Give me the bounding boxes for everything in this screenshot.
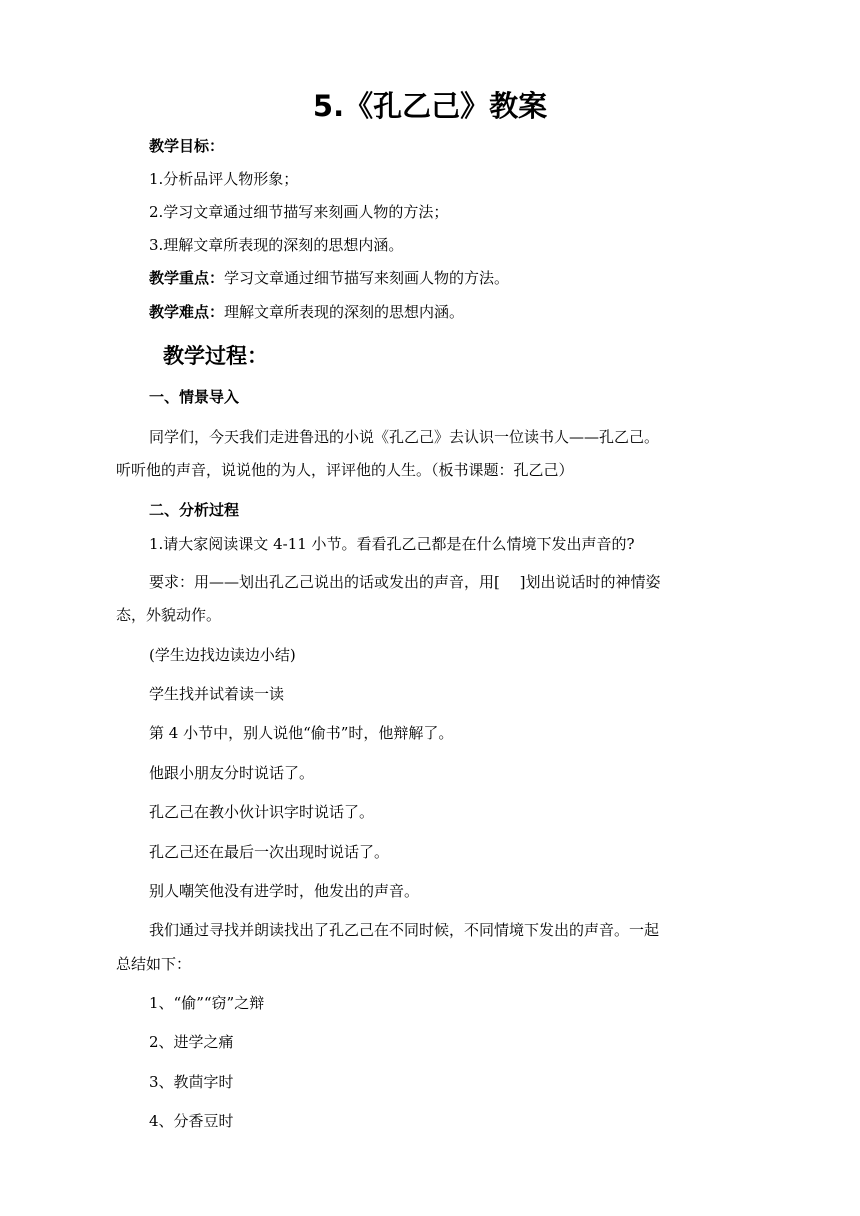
key-point-label: 教学重点： xyxy=(149,269,225,287)
section2-line: 他跟小朋友分时说话了。 xyxy=(149,764,315,782)
section1-paragraph-line1: 同学们，今天我们走进鲁迅的小说《孔乙己》去认识一位读书人——孔乙己。 xyxy=(149,428,660,446)
section2-line: 1.请大家阅读课文 4-11 小节。看看孔乙己都是在什么情境下发出声音的? xyxy=(149,535,635,553)
summary-item-2: 2、进学之痛 xyxy=(149,1033,234,1051)
section2-line: 第 4 小节中，别人说他“偷书”时，他辩解了。 xyxy=(149,724,454,742)
process-heading: 教学过程： xyxy=(163,343,268,368)
difficulty-text: 理解文章所表现的深刻的思想内涵。 xyxy=(224,303,465,321)
section2-line: 态，外貌动作。 xyxy=(116,606,222,624)
section1-paragraph-line2: 听听他的声音，说说他的为人，评评他的人生。（板书课题：孔乙己） xyxy=(116,461,574,479)
section2-line: 孔乙己还在最后一次出现时说话了。 xyxy=(149,843,390,861)
section1-heading: 一、情景导入 xyxy=(149,388,240,406)
objective-item-1: 1.分析品评人物形象； xyxy=(149,170,299,188)
objectives-label: 教学目标： xyxy=(149,137,225,155)
difficulty-line xyxy=(149,302,464,322)
summary-item-3: 3、教茴字时 xyxy=(149,1073,234,1091)
summary-item-1: 1、“偷”“窃”之辩 xyxy=(149,994,265,1012)
section2-line: 总结如下： xyxy=(116,955,192,973)
key-point-text: 学习文章通过细节描写来刻画人物的方法。 xyxy=(224,269,510,287)
key-point-line xyxy=(149,268,509,288)
summary-item-4: 4、分香豆时 xyxy=(149,1112,234,1130)
section2-line: 别人嘲笑他没有进学时，他发出的声音。 xyxy=(149,882,420,900)
section2-line: 要求：用——划出孔乙己说出的话或发出的声音，用[ ]划出说话时的神情姿 xyxy=(149,573,661,591)
section2-line: (学生边找边读边小结) xyxy=(149,646,296,664)
section2-heading: 二、分析过程 xyxy=(149,501,240,519)
section2-line: 孔乙己在教小伙计识字时说话了。 xyxy=(149,803,375,821)
section2-line: 我们通过寻找并朗读找出了孔乙己在不同时候，不同情境下发出的声音。一起 xyxy=(149,921,660,939)
objective-item-2: 2.学习文章通过细节描写来刻画人物的方法； xyxy=(149,203,449,221)
section2-line: 学生找并试着读一读 xyxy=(149,685,285,703)
objective-item-3: 3.理解文章所表现的深刻的思想内涵。 xyxy=(149,236,404,254)
difficulty-label: 教学难点： xyxy=(149,303,225,321)
document-title: 5.《孔乙己》教案 xyxy=(312,89,548,123)
